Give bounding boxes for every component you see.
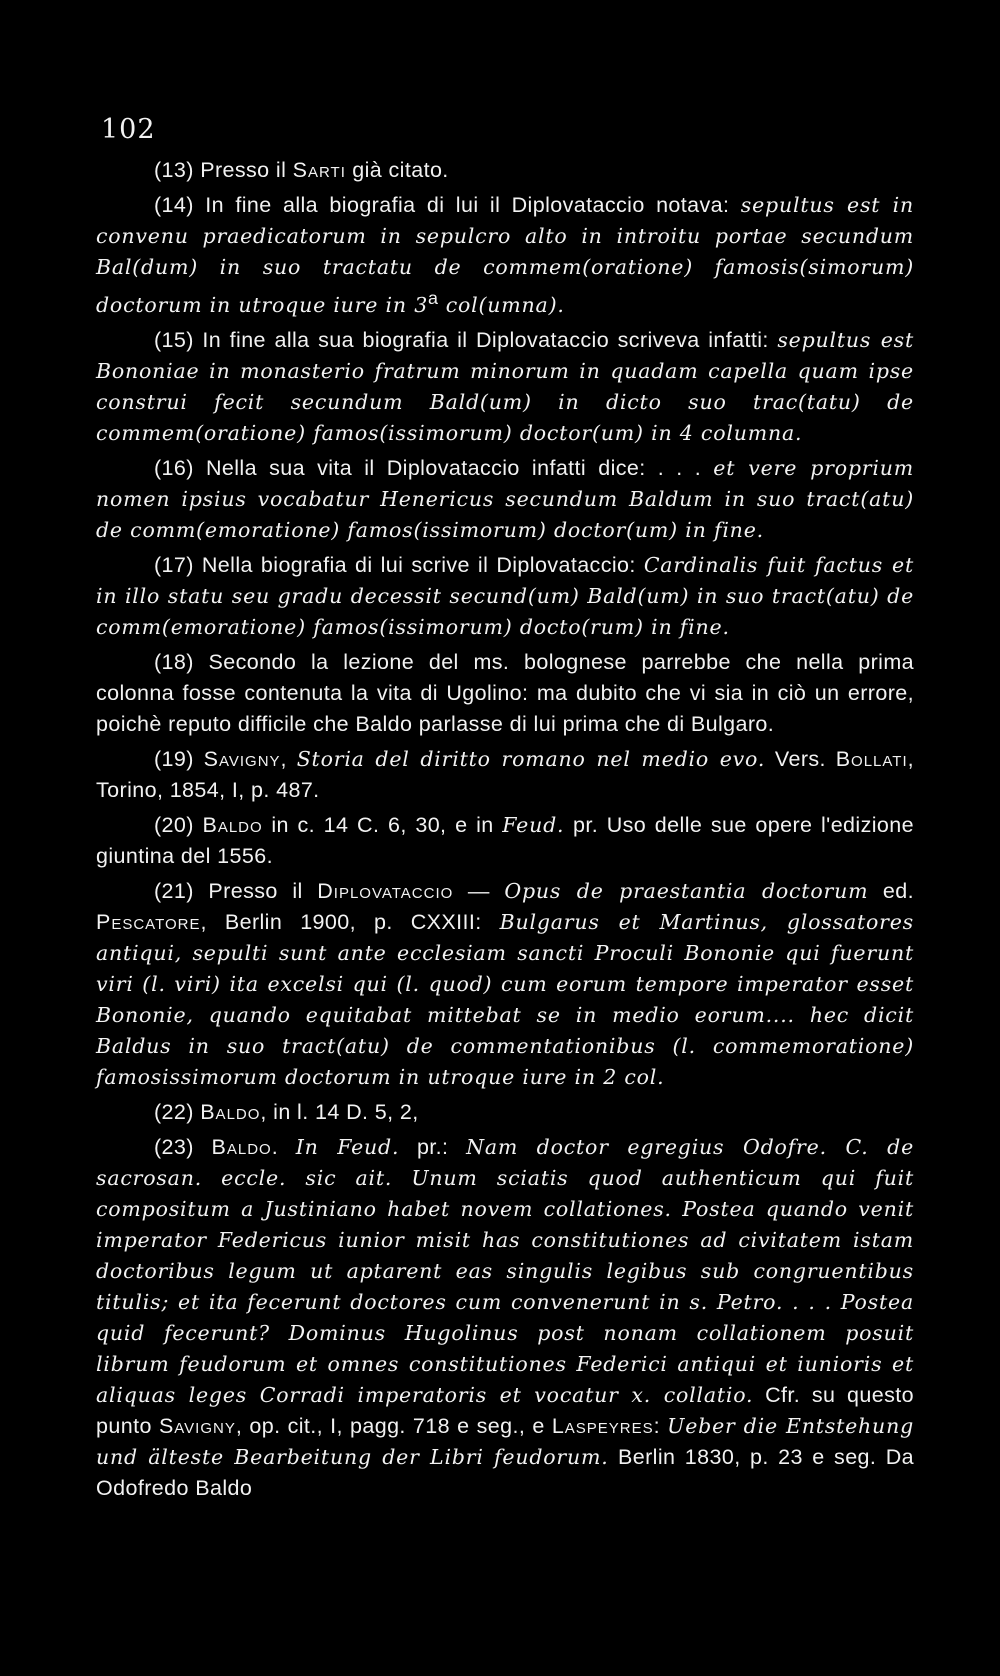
footnote bbox=[96, 647, 914, 740]
note-text: a bbox=[428, 288, 439, 308]
author-name: Laspeyres bbox=[551, 1414, 654, 1439]
note-text: Vers. bbox=[765, 747, 836, 772]
latin-quote: et vere proprium nomen ipsius vocabatur Henericus secundum Baldum in suo tract(atu) de comm(emoratione) famos(issimorum) doctor(um) in fine. bbox=[96, 456, 915, 543]
latin-quote: col(umna). bbox=[438, 293, 565, 318]
note-text: pr. Uso delle sue opere l'edizione giuntina del 1556. bbox=[96, 813, 914, 869]
note-text: , Berlin 1900, p. CXXIII: bbox=[200, 910, 500, 935]
footnote bbox=[96, 744, 914, 806]
note-text: , bbox=[280, 747, 297, 772]
note-text: pr.: bbox=[399, 1135, 467, 1160]
author-name: Baldo bbox=[202, 813, 263, 838]
note-text: . bbox=[271, 1135, 296, 1160]
latin-quote: Cardinalis fuit factus et in illo statu seu gradu decessit secund(um) Bald(um) in suo tract(atu) de comm(emoratione) famos(issimorum) docto(rum) in fine. bbox=[96, 553, 915, 640]
note-text: (16) Nella sua vita il Diplovataccio infatti dice: . . . bbox=[154, 456, 714, 481]
footnote bbox=[96, 190, 914, 321]
note-text: (22) bbox=[154, 1100, 201, 1125]
note-text: Berlin 1830, p. 23 e seg. Da Odofredo Baldo bbox=[96, 1445, 914, 1501]
latin-quote: Feud. bbox=[502, 813, 565, 838]
author-name: Baldo bbox=[211, 1135, 272, 1160]
author-name: Sarti bbox=[292, 158, 346, 182]
note-text: (20) bbox=[154, 813, 203, 838]
latin-quote: In Feud. bbox=[295, 1135, 400, 1160]
note-text: , Torino, 1854, I, p. 487. bbox=[96, 747, 914, 803]
footnote bbox=[96, 876, 914, 1093]
footnotes bbox=[96, 155, 914, 1508]
author-name: Savigny bbox=[158, 1414, 236, 1439]
note-text: (19) bbox=[154, 747, 204, 772]
latin-quote: Nam doctor egregius Odofre. C. de sacrosan. eccle. sic ait. Unum sciatis quod authenticum qui fuit compositum a Justiniano habet novem collationes. Postea quando venit imperator Federicus iunior misit has constitutiones ad civitatem istam doctoribus legum ut aptarent eas singulis legibus sub congruentibus titulis; et ita fecerunt doctores cum convenerunt in s. Petro. . . . Postea quid fecerunt? Dominus Hugolinus post nonam collationem posuit librum feudorum et omnes constitutiones Federici antiqui et iunioris et aliquas leges Corradi imperatoris et vocatur x. collatio. bbox=[96, 1135, 914, 1408]
footnote bbox=[96, 1132, 914, 1504]
note-text: già citato. bbox=[345, 158, 449, 182]
note-text: (21) Presso il bbox=[154, 879, 318, 904]
note-text: — bbox=[453, 879, 505, 904]
footnote bbox=[96, 453, 914, 546]
footnote bbox=[96, 155, 914, 186]
note-text: ed. bbox=[868, 879, 914, 904]
note-text: Cfr. su questo punto bbox=[96, 1383, 914, 1439]
note-text: , in l. 14 D. 5, 2, bbox=[260, 1100, 419, 1125]
footnote bbox=[96, 550, 914, 643]
latin-quote: sepultus est in convenu praedicatorum in sepulcro alto in introitu portae secundum Bal(dum) in suo tractatu de commem(oratione) famosis(simorum) doctorum in utroque iure in 3 bbox=[96, 193, 914, 318]
footnote bbox=[96, 325, 914, 449]
note-text: (18) Secondo la lezione del ms. bolognese parrebbe che nella prima colonna fosse contenuta la vita di Ugolino: ma dubito che vi sia in ciò un errore, poichè reputo difficile che Baldo parlasse di lui prima che di Bulgaro. bbox=[96, 650, 914, 737]
author-name: Savigny bbox=[203, 747, 281, 772]
note-text: (13) Presso il bbox=[154, 158, 293, 182]
note-text: : bbox=[653, 1414, 668, 1439]
latin-quote: Bulgarus et Martinus, glossatores antiqui, sepulti sunt ante ecclesiam sancti Proculi Bononie qui fuerunt viri (l. viri) ita excelsi qui (l. quod) cum eorum tempore imperator esset Bononie, quando equitabat mittebat se in medio eorum.... hec dicit Baldus in suo tract(atu) de commentationibus (l. commemoratione) famosissimorum doctorum in utroque iure in 2 col. bbox=[96, 910, 915, 1090]
author-name: Diplovataccio bbox=[317, 879, 454, 904]
note-text: (17) Nella biografia di lui scrive il Diplovataccio: bbox=[154, 553, 644, 578]
note-text: (23) bbox=[154, 1135, 212, 1160]
footnote bbox=[96, 810, 914, 872]
footnote bbox=[96, 1097, 914, 1128]
latin-quote: sepultus est Bononiae in monasterio fratrum minorum in quadam capella quam ipse construi fecit secundum Bald(um) in dicto suo trac(tatu) de commem(oratione) famos(issimorum) doctor(um) in 4 columna. bbox=[96, 328, 914, 446]
latin-quote: Ueber die Entstehung und älteste Bearbeitung der Libri feudorum. bbox=[96, 1414, 914, 1470]
latin-quote: Storia del diritto romano nel medio evo. bbox=[296, 747, 766, 772]
page-number: 102 bbox=[101, 114, 156, 145]
note-text: in c. 14 C. 6, 30, e in bbox=[262, 813, 503, 838]
note-text: (14) In fine alla biografia di lui il Diplovataccio notava: bbox=[154, 193, 741, 217]
latin-quote: Opus de praestantia doctorum bbox=[504, 879, 869, 904]
author-name: Pescatore bbox=[96, 910, 201, 935]
author-name: Baldo bbox=[200, 1100, 261, 1125]
note-text: , op. cit., I, pagg. 718 e seg., e bbox=[235, 1414, 552, 1439]
note-text: (15) In fine alla sua biografia il Diplovataccio scriveva infatti: bbox=[154, 328, 778, 353]
author-name: Bollati bbox=[835, 747, 908, 772]
